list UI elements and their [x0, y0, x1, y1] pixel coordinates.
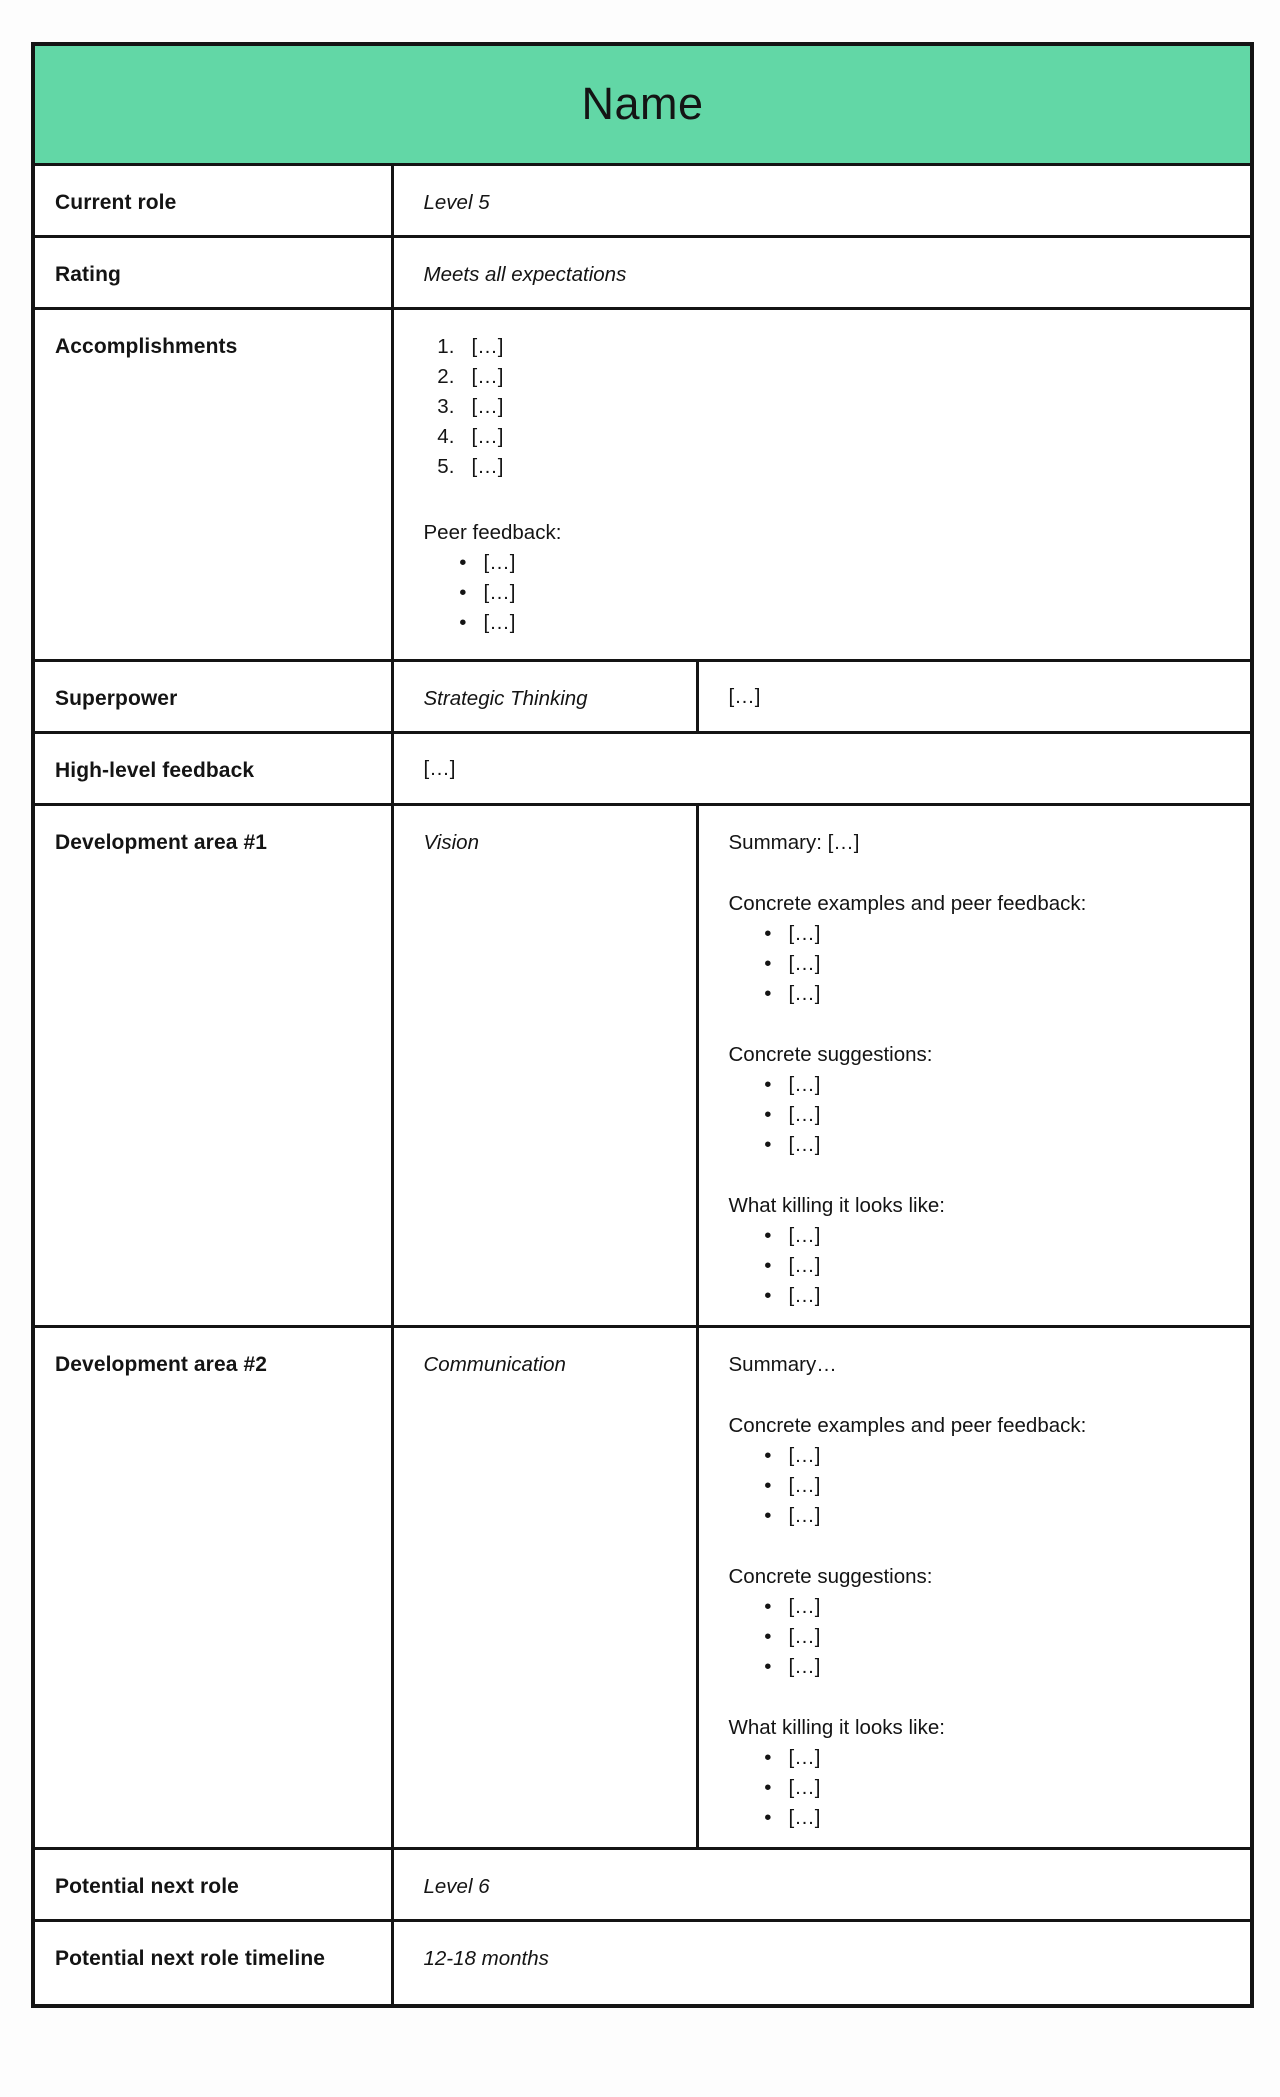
dev2-examples-item: • […]: [789, 1471, 1237, 1501]
row-potential-next-role-timeline: [33, 1920, 1252, 2006]
row-rating: [33, 236, 1252, 308]
accomplishment-item: 4. […]: [472, 422, 1237, 452]
row-current-role: [33, 164, 1252, 236]
dev2-suggestions-list: [729, 1592, 1237, 1682]
high-level-feedback-label: High-level feedback: [33, 732, 392, 804]
rating-value: Meets all expectations: [392, 236, 1252, 308]
dev1-suggestions-list: [729, 1070, 1237, 1160]
row-accomplishments: [33, 308, 1252, 660]
accomplishment-item: 3. […]: [472, 392, 1237, 422]
development-area-1-label: Development area #1: [33, 804, 392, 1326]
dev1-examples-item: • […]: [789, 979, 1237, 1009]
dev1-examples-list: [729, 919, 1237, 1009]
accomplishment-item: 1. […]: [472, 332, 1237, 362]
dev2-killing-heading: What killing it looks like:: [728, 1715, 945, 1739]
dev1-summary: Summary: […]: [728, 830, 860, 854]
dev2-examples-item: • […]: [789, 1441, 1237, 1471]
dev2-killing-list: [729, 1743, 1237, 1833]
dev1-killing-heading: What killing it looks like:: [728, 1193, 945, 1217]
row-high-level-feedback: [33, 732, 1252, 804]
header-row: [33, 44, 1252, 164]
current-role-label: Current role: [33, 164, 392, 236]
current-role-value: Level 5: [392, 164, 1252, 236]
dev2-suggestions-item: • […]: [789, 1622, 1237, 1652]
high-level-feedback-value: […]: [392, 732, 1252, 804]
peer-feedback-heading: Peer feedback:: [423, 520, 562, 544]
accomplishments-label: Accomplishments: [33, 308, 392, 660]
row-superpower: [33, 660, 1252, 732]
dev2-examples-list: [729, 1441, 1237, 1531]
accomplishment-item: 5. […]: [472, 452, 1237, 482]
dev1-killing-item: • […]: [789, 1281, 1237, 1311]
review-table: [31, 42, 1254, 2008]
accomplishment-item: 2. […]: [472, 362, 1237, 392]
dev2-examples-heading: Concrete examples and peer feedback:: [728, 1413, 1087, 1437]
rating-label: Rating: [33, 236, 392, 308]
dev2-suggestions-item: • […]: [789, 1592, 1237, 1622]
dev1-killing-list: [729, 1221, 1237, 1311]
dev1-killing-item: • […]: [789, 1251, 1237, 1281]
peer-feedback-list: [424, 548, 1237, 638]
peer-feedback-item: • […]: [484, 578, 1237, 608]
row-potential-next-role: [33, 1848, 1252, 1920]
dev2-suggestions-heading: Concrete suggestions:: [728, 1564, 933, 1588]
dev1-examples-item: • […]: [789, 949, 1237, 979]
dev1-suggestions-item: • […]: [789, 1100, 1237, 1130]
accomplishments-content: [392, 308, 1252, 660]
row-development-area-1: [33, 804, 1252, 1326]
dev1-suggestions-heading: Concrete suggestions:: [728, 1042, 933, 1066]
potential-next-role-value: Level 6: [392, 1848, 1252, 1920]
peer-feedback-item: • […]: [484, 548, 1237, 578]
dev2-killing-item: • […]: [789, 1803, 1237, 1833]
development-area-2-detail: [697, 1326, 1252, 1848]
page-title: Name: [33, 44, 1252, 164]
dev1-examples-item: • […]: [789, 919, 1237, 949]
superpower-value: Strategic Thinking: [392, 660, 697, 732]
dev2-suggestions-item: • […]: [789, 1652, 1237, 1682]
accomplishments-numbered-list: [424, 332, 1237, 482]
superpower-label: Superpower: [33, 660, 392, 732]
dev1-suggestions-item: • […]: [789, 1130, 1237, 1160]
dev2-examples-item: • […]: [789, 1501, 1237, 1531]
development-area-1-value: Vision: [392, 804, 697, 1326]
superpower-note: […]: [697, 660, 1252, 732]
potential-next-role-timeline-label: Potential next role timeline: [33, 1920, 392, 2006]
dev1-killing-item: • […]: [789, 1221, 1237, 1251]
dev2-killing-item: • […]: [789, 1773, 1237, 1803]
row-development-area-2: [33, 1326, 1252, 1848]
dev1-suggestions-item: • […]: [789, 1070, 1237, 1100]
dev2-summary: Summary…: [728, 1352, 837, 1376]
dev2-killing-item: • […]: [789, 1743, 1237, 1773]
peer-feedback-item: • […]: [484, 608, 1237, 638]
dev1-examples-heading: Concrete examples and peer feedback:: [728, 891, 1087, 915]
potential-next-role-label: Potential next role: [33, 1848, 392, 1920]
development-area-1-detail: [697, 804, 1252, 1326]
potential-next-role-timeline-value: 12-18 months: [392, 1920, 1252, 2006]
development-area-2-value: Communication: [392, 1326, 697, 1848]
development-area-2-label: Development area #2: [33, 1326, 392, 1848]
